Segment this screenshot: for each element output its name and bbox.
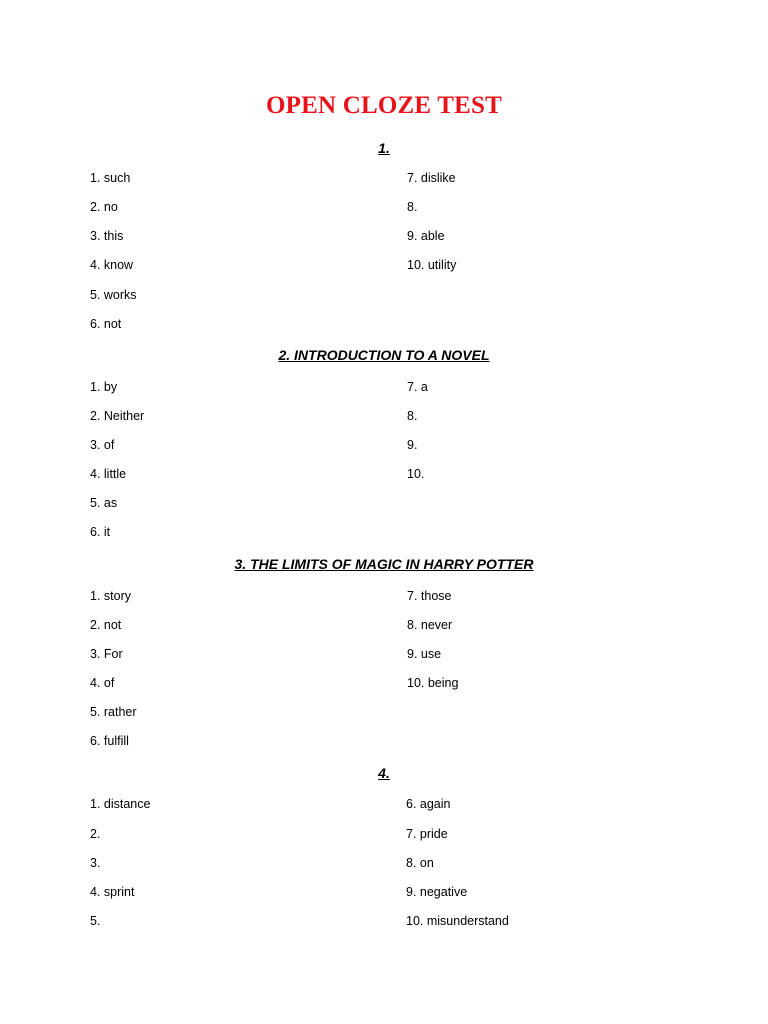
document-title: OPEN CLOZE TEST xyxy=(266,92,502,119)
answer-item: 9. use xyxy=(407,647,442,661)
answer-item: 3. For xyxy=(90,647,123,661)
answer-item: 8. xyxy=(407,409,418,423)
answer-item: 9. able xyxy=(407,229,445,243)
answer-item: 3. of xyxy=(90,438,115,452)
answer-item: 8. on xyxy=(406,856,434,870)
answer-item: 1. distance xyxy=(90,797,151,811)
answer-item: 10. being xyxy=(407,676,459,690)
section-heading-3: 3. THE LIMITS OF MAGIC IN HARRY POTTER xyxy=(234,556,534,572)
answer-item: 6. not xyxy=(90,317,122,331)
answer-item: 9. xyxy=(407,438,418,452)
answer-item: 7. a xyxy=(407,380,428,394)
answer-item: 6. it xyxy=(90,525,111,539)
answer-item: 5. as xyxy=(90,496,118,510)
answer-item: 2. no xyxy=(90,200,118,214)
answer-item: 5. rather xyxy=(90,705,137,719)
answer-item: 8. xyxy=(407,200,418,214)
section-heading-1: 1. xyxy=(378,140,390,156)
answer-item: 10. utility xyxy=(407,258,457,272)
answer-item: 1. such xyxy=(90,171,131,185)
answer-item: 5. works xyxy=(90,288,137,302)
answer-item: 1. story xyxy=(90,589,131,603)
answer-item: 2. not xyxy=(90,618,122,632)
answer-item: 2. xyxy=(90,827,101,841)
answer-item: 4. little xyxy=(90,467,127,481)
answer-item: 1. by xyxy=(90,380,118,394)
section-heading-4: 4. xyxy=(378,765,390,781)
answer-item: 6. again xyxy=(406,797,451,811)
section-heading-2: 2. INTRODUCTION TO A NOVEL xyxy=(278,347,490,363)
answer-item: 3. this xyxy=(90,229,124,243)
answer-item: 10. misunderstand xyxy=(406,914,509,928)
answer-item: 7. pride xyxy=(406,827,448,841)
answer-item: 4. know xyxy=(90,258,134,272)
answer-item: 7. dislike xyxy=(407,171,456,185)
answer-item: 10. xyxy=(407,467,425,481)
answer-item: 7. those xyxy=(407,589,452,603)
answer-item: 2. Neither xyxy=(90,409,145,423)
answer-item: 5. xyxy=(90,914,101,928)
answer-item: 3. xyxy=(90,856,101,870)
answer-item: 6. fulfill xyxy=(90,734,129,748)
answer-item: 8. never xyxy=(407,618,453,632)
answer-item: 9. negative xyxy=(406,885,468,899)
answer-item: 4. of xyxy=(90,676,115,690)
answer-item: 4. sprint xyxy=(90,885,135,899)
